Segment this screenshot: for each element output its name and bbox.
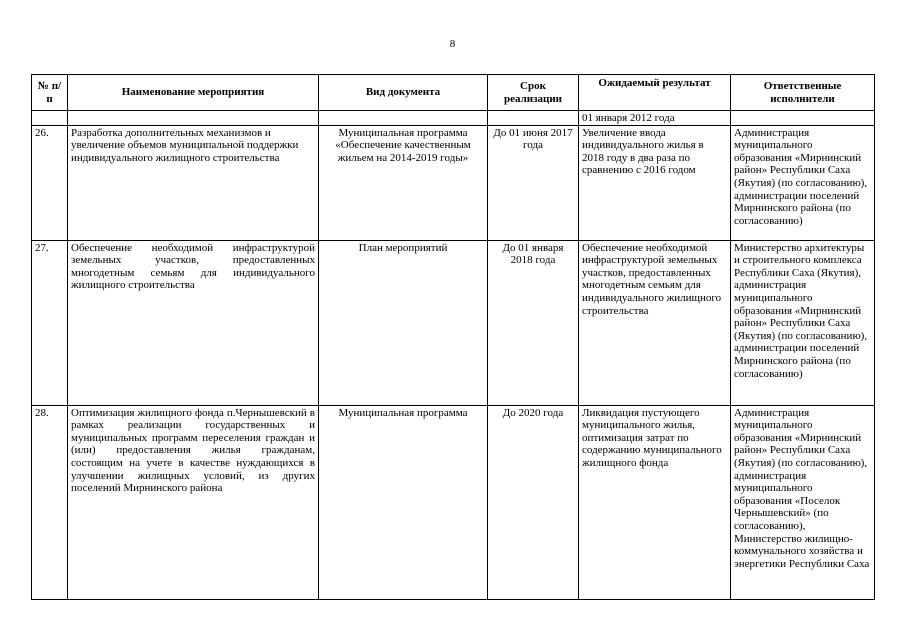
row-term: До 01 января 2018 года — [488, 240, 579, 405]
header-num: № п/п — [32, 75, 68, 111]
row-executors: Администрация муниципального образования «Мирнинский район» Республики Саха (Якутия) (по согласованию), администрации поселений Мирнинского района (по согласованию) — [731, 125, 875, 240]
table-row — [32, 240, 875, 405]
row-num: 26. — [32, 125, 68, 240]
row-name: Обеспечение необходимой инфраструктурой земельных участков, предоставленных многодетным семьям для индивидуального жилищного строительства — [68, 240, 319, 405]
table-header-row — [32, 75, 875, 111]
row-num: 28. — [32, 405, 68, 599]
row-term: До 01 июня 2017 года — [488, 125, 579, 240]
row-term: До 2020 года — [488, 405, 579, 599]
page-number: 8 — [449, 38, 456, 50]
row-executors: Администрация муниципального образования «Мирнинский район» Республики Саха (Якутия) (по согласованию), администрация муниципального образования «Поселок Чернышевский» (по согласованию), Министерство жилищно-коммунального хозяйства и энергетики Республики Саха — [731, 405, 875, 599]
continuation-row — [32, 111, 875, 126]
continuation-result: 01 января 2012 года — [579, 111, 731, 126]
table-row — [32, 405, 875, 599]
header-executors: Ответственные исполнители — [731, 75, 875, 111]
header-result: Ожидаемый результат — [579, 75, 731, 111]
row-doc-type: Муниципальная программа «Обеспечение качественным жильем на 2014-2019 годы» — [319, 125, 488, 240]
header-term: Срок реализации — [488, 75, 579, 111]
row-result: Увеличение ввода индивидуального жилья в 2018 году в два раза по сравнению с 2016 годом — [579, 125, 731, 240]
row-executors: Министерство архитектуры и строительного комплекса Республики Саха (Якутия), администрация муниципального образования «Мирнинский район» Республики Саха (Якутия) (по согласованию), администрации поселений Мирнинского района (по согласованию) — [731, 240, 875, 405]
row-doc-type: Муниципальная программа — [319, 405, 488, 599]
row-result: Обеспечение необходимой инфраструктурой земельных участков, предоставленных многодетным семьям для индивидуального жилищного строительства — [579, 240, 731, 405]
table-row — [32, 125, 875, 240]
row-doc-type: План мероприятий — [319, 240, 488, 405]
row-num: 27. — [32, 240, 68, 405]
header-doc-type: Вид документа — [319, 75, 488, 111]
row-name: Оптимизация жилищного фонда п.Чернышевский в рамках реализации государственных и муниципальных программ переселения граждан и (или) предоставления жилья гражданам, состоящим на учете в качестве нуждающихся в улучшении жилищных условий, из других поселений Мирнинского района — [68, 405, 319, 599]
header-name: Наименование мероприятия — [68, 75, 319, 111]
activities-table — [31, 74, 875, 600]
row-result: Ликвидация пустующего муниципального жилья, оптимизация затрат по содержанию муниципального жилищного фонда — [579, 405, 731, 599]
row-name: Разработка дополнительных механизмов и увеличение объемов муниципальной поддержки индивидуального жилищного строительства — [68, 125, 319, 240]
